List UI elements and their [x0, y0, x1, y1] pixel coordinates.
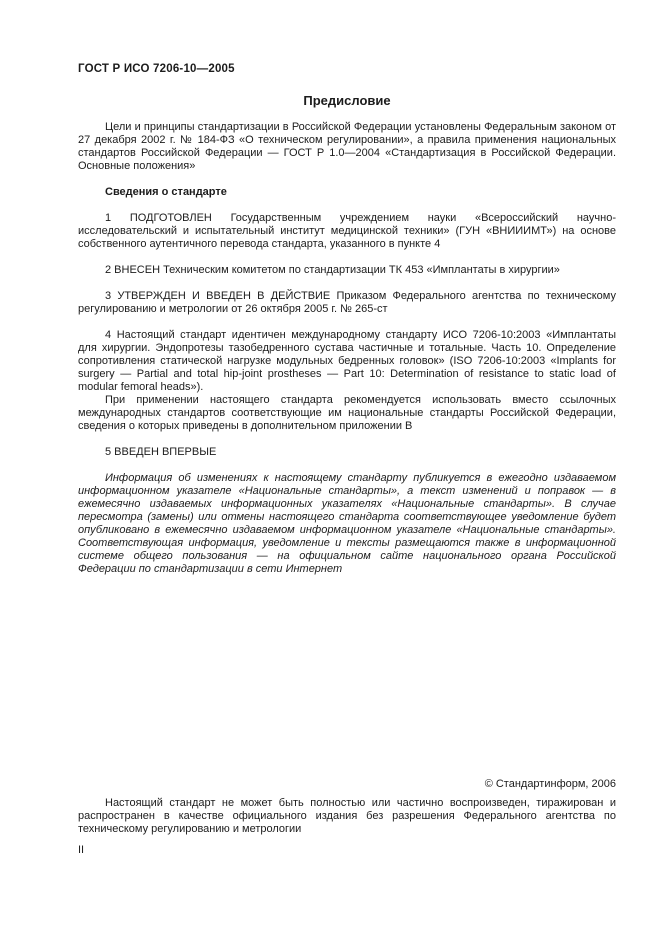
page-number: II	[78, 844, 85, 856]
application-note-paragraph: При применении настоящего стандарта рекомендуется использовать вместо ссылочных международных стандартов соответствующие им национальные стандарты Российской Федерации, сведения о которых приведены в дополнительном приложении В	[78, 394, 616, 432]
document-code: ГОСТ Р ИСО 7206-10—2005	[78, 63, 235, 75]
updates-note-paragraph: Информация об изменениях к настоящему стандарту публикуется в ежегодно издаваемом информационном указателе «Национальные стандарты», а текст изменений и поправок — в ежемесячно издаваемых информационных указателях «Национальные стандарты». В случае пересмотра (замены) или отмены настоящего стандарта соответствующее уведомление будет опубликовано в ежемесячно издаваемом информационном указателе «Национальные стандарты». Соответствующая информация, уведомление и тексты размещаются также в информационной системе общего пользования — на официальном сайте национального органа Российской Федерации по стандартизации в сети Интернет	[78, 472, 616, 575]
standard-info-item-5: 5 ВВЕДЕН ВПЕРВЫЕ	[105, 446, 217, 458]
standard-info-item-3: 3 УТВЕРЖДЕН И ВВЕДЕН В ДЕЙСТВИЕ Приказом Федерального агентства по техническому регулированию и метрологии от 26 октября 2005 г. № 265-ст	[78, 290, 616, 315]
standard-info-item-1: 1 ПОДГОТОВЛЕН Государственным учреждением науки «Всероссийский научно-исследовательский и испытательный институт медицинской техники» (ГУН «ВНИИИМТ») на основе собственного аутентичного перевода стандарта, указанного в пункте 4	[78, 212, 616, 250]
standard-info-heading: Сведения о стандарте	[105, 186, 227, 198]
reproduction-restriction: Настоящий стандарт не может быть полностью или частично воспроизведен, тиражирован и распространен в качестве официального издания без разрешения Федерального агентства по техническому регулированию и метрологии	[78, 797, 616, 835]
page-footer	[78, 778, 616, 836]
intro-paragraph: Цели и принципы стандартизации в Российской Федерации установлены Федеральным законом от 27 декабря 2002 г. № 184-ФЗ «О техническом регулировании», а правила применения национальных стандартов Российской Федерации — ГОСТ Р 1.0—2004 «Стандартизация в Российской Федерации. Основные положения»	[78, 121, 616, 172]
copyright-notice: © Стандартинформ, 2006	[484, 778, 616, 790]
standard-info-item-4: 4 Настоящий стандарт идентичен международному стандарту ИСО 7206-10:2003 «Имплантаты для хирургии. Эндопротезы тазобедренного сустава частичные и тотальные. Часть 10. Определение сопротивления статической нагрузке модульных бедренных головок» (ISO 7206-10:2003 «Implants for surgery — Partial and total hip-joint prostheses — Part 10: Determination of resistance to static load of modular femoral heads»).	[78, 329, 616, 393]
page-content	[78, 62, 616, 576]
standard-info-item-2: 2 ВНЕСЕН Техническим комитетом по стандартизации ТК 453 «Имплантаты в хирургии»	[105, 264, 560, 276]
page-title: Предисловие	[303, 93, 391, 108]
